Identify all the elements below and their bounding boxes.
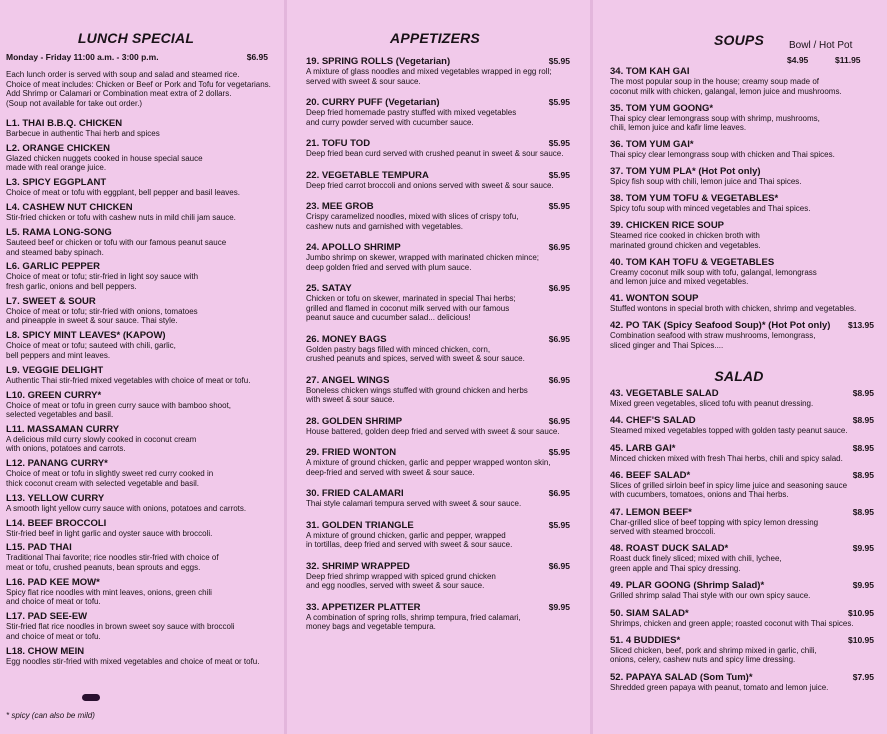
menu-item-price: $9.95: [548, 601, 570, 612]
menu-item: [6, 330, 268, 360]
menu-item: [6, 202, 268, 223]
menu-item: [6, 646, 268, 667]
menu-item-description: bell peppers and mint leaves.: [6, 350, 111, 360]
menu-item-description: Crispy caramelized noodles, mixed with slices of crispy tofu,: [306, 212, 519, 221]
menu-item-name: 49. PLAR GOONG (Shrimp Salad)*: [610, 580, 765, 592]
menu-item: [610, 543, 874, 573]
menu-item-description: A mixture of ground chicken, garlic and pepper, wrapped: [306, 530, 506, 540]
menu-item-header: [6, 458, 268, 469]
menu-item-price: $7.95: [852, 671, 874, 682]
menu-item-price: $6.95: [548, 488, 570, 498]
menu-item-description: served with steamed broccoli.: [610, 527, 716, 537]
menu-item-header: [610, 193, 874, 204]
menu-item-price: $5.95: [548, 138, 570, 148]
menu-item-header: [306, 416, 570, 427]
menu-item: [6, 296, 268, 326]
menu-item-header: [6, 365, 268, 376]
menu-item: [610, 66, 874, 96]
menu-item-name: 41. WONTON SOUP: [610, 293, 699, 304]
menu-item-name: 47. LEMON BEEF*: [610, 506, 692, 518]
menu-item-description: made with real orange juice.: [6, 163, 107, 173]
menu-item-description: crushed peanuts and spices, served with sweet & sour sauce.: [306, 354, 525, 363]
lunch-hours-row: [6, 52, 268, 62]
menu-item: [610, 193, 874, 214]
menu-item-name: 51. 4 BUDDIES*: [610, 634, 681, 646]
menu-item-header: [306, 56, 570, 67]
menu-item: [306, 520, 570, 550]
menu-item-name: 35. TOM YUM GOONG*: [610, 102, 714, 114]
menu-item-description: Egg noodles stir-fried with mixed vegetables and choice of meat or tofu.: [6, 656, 260, 666]
menu-item-header: [610, 293, 874, 304]
menu-item-description: and pineapple in sweet & sour sauce. Thai style.: [6, 316, 178, 326]
menu-item-header: [610, 320, 874, 331]
menu-item-description: Glazed chicken nuggets cooked in house special sauce: [6, 153, 203, 163]
menu-item: [306, 138, 570, 159]
menu-item-name: 24. APOLLO SHRIMP: [306, 242, 401, 253]
menu-item-name: 34. TOM KAH GAI: [610, 66, 690, 77]
menu-item: [610, 388, 874, 409]
menu-item-header: [610, 635, 874, 646]
menu-item-description: Jumbo shrimp on skewer, wrapped with marinated chicken mince;: [306, 253, 539, 262]
menu-item-description: Choice of meat or tofu; stir-fried in light soy sauce with: [6, 272, 199, 282]
menu-item-description: Choice of meat or tofu with eggplant, bell pepper and basil leaves.: [6, 188, 240, 198]
menu-item: [6, 390, 268, 420]
menu-item-name: L2. ORANGE CHICKEN: [6, 142, 110, 154]
menu-item-header: [306, 602, 570, 613]
menu-item: [306, 561, 570, 591]
lunch-price: $6.95: [246, 52, 268, 62]
menu-item-description: Golden pastry bags filled with minced chicken, corn,: [306, 344, 491, 354]
menu-item-header: [6, 424, 268, 435]
menu-item-header: [610, 257, 874, 268]
menu-item-description: Stir-fried beef in light garlic and oyster sauce with broccoli.: [6, 528, 213, 538]
menu-item-price: $6.95: [548, 242, 570, 252]
menu-item-description: deep golden fried and served with plum sauce.: [306, 262, 472, 272]
menu-item-description: Spicy flat rice noodles with mint leaves, onions, green chili: [6, 587, 212, 597]
menu-item-header: [306, 283, 570, 294]
menu-item-header: [610, 66, 874, 77]
menu-item-header: [306, 201, 570, 212]
bowl-hotpot-label: Bowl / Hot Pot: [789, 40, 853, 51]
menu-item: [306, 170, 570, 191]
menu-item-description: Choice of meat or tofu; stir-fried with onions, tomatoes: [6, 306, 198, 316]
menu-item-name: 46. BEEF SALAD*: [610, 469, 691, 481]
menu-item-description: A delicious mild curry slowly cooked in coconut cream: [6, 434, 197, 444]
menu-item-price: $10.95: [848, 634, 874, 645]
menu-item-header: [610, 470, 874, 481]
menu-item-header: [610, 388, 874, 399]
menu-item-description: deep-fried and served with sweet & sour sauce.: [306, 467, 475, 477]
menu-item-name: L3. SPICY EGGPLANT: [6, 177, 107, 189]
menu-item-description: Deep fried carrot broccoli and onions served with sweet & sour sauce.: [306, 180, 554, 190]
menu-item-name: 38. TOM YUM TOFU & VEGETABLES*: [610, 193, 779, 204]
appetizers-title: APPETIZERS: [390, 30, 480, 46]
lunch-special-panel: [4, 0, 271, 734]
menu-item-description: A combination of spring rolls, shrimp tempura, fried calamari,: [306, 612, 521, 622]
menu-item-description: Shrimps, chicken and green apple; roasted coconut with Thai spices.: [610, 618, 854, 628]
menu-item: [6, 518, 268, 539]
menu-item-description: Choice of meat or tofu; sauteed with chili, garlic,: [6, 341, 176, 351]
menu-item-description: Deep fried shrimp wrapped with spiced grund chicken: [306, 571, 496, 581]
menu-item: [610, 672, 874, 693]
menu-item-description: selected vegetables and basil.: [6, 410, 114, 420]
salad-title: SALAD: [714, 368, 764, 384]
menu-item-header: [610, 608, 874, 619]
menu-item-name: 52. PAPAYA SALAD (Som Tum)*: [610, 671, 753, 683]
lunch-intro-line: Add Shrimp or Calamari or Combination meat extra of 2 dollars.: [6, 89, 232, 98]
menu-item-price: $13.95: [848, 320, 874, 330]
menu-item: [306, 242, 570, 272]
menu-item-header: [306, 375, 570, 386]
menu-item-name: 19. SPRING ROLLS (Vegetarian): [306, 56, 451, 67]
menu-item-header: [306, 447, 570, 458]
menu-item: [610, 293, 874, 314]
menu-item-price: $5.95: [548, 56, 570, 66]
menu-item-description: Roast duck finely sliced; mixed with chili, lychee,: [610, 554, 782, 564]
menu-item-description: Boneless chicken wings stuffed with ground chicken and herbs: [306, 385, 528, 395]
chili-pepper-icon: [82, 694, 100, 701]
menu-item-header: [610, 166, 874, 177]
menu-item-description: marinated ground chicken and vegetables.: [610, 240, 761, 250]
menu-item-description: meat or tofu, crushed peanuts, bean sprouts and eggs.: [6, 562, 201, 572]
menu-item-header: [306, 170, 570, 181]
menu-item-description: Choice of meat or tofu in green curry sauce with bamboo shoot,: [6, 400, 232, 410]
menu-item-description: and choice of meat or tofu.: [6, 597, 101, 607]
menu-item-header: [6, 577, 268, 588]
bowl-price: $4.95: [787, 55, 809, 65]
menu-item-name: 28. GOLDEN SHRIMP: [306, 415, 403, 427]
menu-item-price: $8.95: [852, 506, 874, 517]
menu-item: [306, 201, 570, 231]
menu-item-description: thick coconut cream with selected vegetable and basil.: [6, 478, 199, 488]
menu-item-description: A smooth light yellow curry sauce with onions, potatoes and carrots.: [6, 503, 247, 513]
menu-item-description: coconut milk with chicken, galangal, lemon juice and mushrooms.: [610, 86, 842, 96]
menu-item-name: 44. CHEF'S SALAD: [610, 415, 696, 427]
menu-item-description: Minced chicken mixed with fresh Thai herbs, chili and spicy salad.: [610, 453, 843, 463]
menu-item-description: Chicken or tofu on skewer, marinated in special Thai herbs;: [306, 294, 516, 303]
menu-item: [610, 139, 874, 160]
menu-item-header: [6, 646, 268, 657]
menu-item-price: $6.95: [548, 333, 570, 344]
menu-item-name: 33. APPETIZER PLATTER: [306, 601, 421, 613]
menu-item-description: Shredded green papaya with peanut, tomato and lemon juice.: [610, 682, 829, 692]
menu-item-name: L16. PAD KEE MOW*: [6, 576, 100, 588]
menu-item-description: chili, lemon juice and kafir lime leaves.: [610, 123, 747, 132]
menu-item-description: Grilled shrimp salad Thai style with our own spicy sauce.: [610, 591, 811, 601]
menu-item-description: A mixture of ground chicken, garlic and pepper wrapped wonton skin,: [306, 458, 551, 467]
menu-item-name: L18. CHOW MEIN: [6, 645, 85, 657]
soups-title: SOUPS: [713, 32, 764, 48]
menu-item-header: [6, 611, 268, 622]
menu-item-description: House battered, golden deep fried and served with sweet & sour sauce.: [306, 426, 560, 436]
menu-item: [6, 577, 268, 607]
menu-item-name: 39. CHICKEN RICE SOUP: [610, 220, 725, 231]
menu-item: [610, 635, 874, 665]
menu-item-header: [6, 390, 268, 401]
menu-item-name: 23. MEE GROB: [306, 201, 374, 212]
menu-item-description: Spicy fish soup with chili, lemon juice and Thai spices.: [610, 177, 802, 186]
menu-item: [610, 580, 874, 601]
menu-item-description: Slices of grilled sirloin beef in spicy lime juice and seasoning sauce: [610, 480, 848, 490]
menu-item: [6, 261, 268, 291]
menu-item-price: $6.95: [548, 283, 570, 293]
menu-item: [6, 458, 268, 488]
menu-item-header: [306, 488, 570, 499]
menu-item-header: [306, 138, 570, 149]
menu-item-price: $8.95: [852, 469, 874, 480]
menu-item-name: 45. LARB GAI*: [610, 442, 676, 454]
menu-item-description: Sliced chicken, beef, pork and shrimp mixed in garlic, chili,: [610, 645, 817, 655]
menu-item-price: $5.95: [548, 519, 570, 530]
menu-item-header: [6, 330, 268, 341]
menu-item-header: [610, 543, 874, 554]
panel-fold-right: [590, 0, 593, 734]
menu-item-header: [6, 177, 268, 188]
menu-item-name: L4. CASHEW NUT CHICKEN: [6, 202, 133, 214]
menu-item-header: [610, 580, 874, 591]
menu-item-description: Mixed green vegetables, sliced tofu with peanut dressing.: [610, 399, 814, 408]
menu-item-name: L6. GARLIC PEPPER: [6, 261, 100, 273]
menu-item-description: with onions, potatoes and carrots.: [6, 444, 126, 454]
menu-item-description: Spicy tofu soup with minced vegetables and Thai spices.: [610, 204, 811, 213]
panel-fold-left: [284, 0, 287, 734]
lunch-intro: [6, 70, 271, 108]
hotpot-price: $11.95: [835, 55, 861, 65]
menu-item-name: 36. TOM YUM GAI*: [610, 139, 694, 150]
menu-item-description: A mixture of glass noodles and mixed vegetables wrapped in egg roll;: [306, 67, 552, 76]
lunch-intro-line: Each lunch order is served with soup and salad and steamed rice.: [6, 70, 240, 79]
menu-item: [6, 365, 268, 386]
menu-item-description: with cucumbers, tomatoes, onions and Thai herbs.: [610, 490, 789, 500]
menu-item-price: $6.95: [548, 415, 570, 426]
menu-item-header: [6, 118, 268, 129]
menu-item-name: L15. PAD THAI: [6, 542, 72, 554]
menu-item: [306, 488, 570, 509]
menu-item-description: Stuffed wontons in special broth with chicken, shrimp and vegetables.: [610, 304, 857, 313]
menu-item-header: [6, 518, 268, 529]
menu-item-description: Thai style calamari tempura served with sweet & sour sauce.: [306, 499, 522, 508]
menu-item: [6, 493, 268, 514]
menu-item: [6, 118, 268, 139]
lunch-special-title: LUNCH SPECIAL: [77, 30, 195, 46]
menu-item-description: Traditional Thai favorite; rice noodles stir-fried with choice of: [6, 553, 219, 563]
lunch-intro-line: (Soup not available for take out order.): [6, 98, 143, 108]
menu-item-price: $9.95: [852, 580, 874, 591]
menu-item-price: $5.95: [548, 447, 570, 457]
menu-item-name: L13. YELLOW CURRY: [6, 492, 105, 504]
menu-item: [610, 507, 874, 537]
menu-item: [610, 103, 874, 133]
menu-item-description: green apple and Thai spicy dressing.: [610, 563, 741, 573]
menu-item-description: with sweet & sour sauce.: [306, 395, 395, 404]
menu-item-header: [610, 507, 874, 518]
menu-item: [306, 602, 570, 632]
lunch-intro-line: Choice of meat includes: Chicken or Beef or Pork and Tofu for vegetarians.: [6, 79, 271, 89]
menu-item-description: grilled and flamed in coconut milk served with our famous: [306, 303, 510, 313]
menu-item-name: 22. VEGETABLE TEMPURA: [306, 169, 429, 181]
menu-item-description: onions, celery, cashew nuts and spicy lime dressing.: [610, 655, 796, 665]
menu-item: [306, 56, 570, 86]
menu-item-description: Barbecue in authentic Thai herb and spices: [6, 129, 160, 138]
menu-item-description: in tortillas, deep fried and served with sweet & sour sauce.: [306, 540, 513, 549]
appetizers-panel: [300, 0, 570, 734]
menu-item: [610, 443, 874, 464]
menu-item-name: L5. RAMA LONG-SONG: [6, 227, 112, 239]
menu-item-name: 25. SATAY: [306, 283, 352, 294]
menu-item-description: Authentic Thai stir-fried mixed vegetables with choice of meat or tofu.: [6, 375, 251, 385]
menu-item: [6, 143, 268, 173]
menu-item-description: Choice of meat or tofu in slightly sweet red curry cooked in: [6, 469, 214, 479]
menu-item-description: and curry powder served with cucumber sauce.: [306, 117, 474, 127]
menu-item: [610, 166, 874, 187]
menu-item-description: Sauteed beef or chicken or tofu with our famous peanut sauce: [6, 238, 227, 248]
menu-item-description: and egg noodles, served with sweet & sour sauce.: [306, 581, 485, 590]
menu-item-header: [610, 443, 874, 454]
menu-item-name: 48. ROAST DUCK SALAD*: [610, 543, 729, 555]
menu-item-header: [610, 415, 874, 426]
menu-item-description: fresh garlic, onions and bell peppers.: [6, 281, 137, 291]
menu-item: [6, 611, 268, 641]
menu-item-price: $6.95: [548, 374, 570, 385]
menu-item-price: $6.95: [548, 560, 570, 571]
menu-item-price: $8.95: [852, 388, 874, 398]
menu-item: [610, 470, 874, 500]
menu-item: [610, 320, 874, 350]
menu-item-name: 29. FRIED WONTON: [306, 447, 397, 458]
menu-item-header: [6, 143, 268, 154]
menu-item-name: 30. FRIED CALAMARI: [306, 488, 404, 499]
menu-item-description: Combination seafood with straw mushrooms, lemongrass,: [610, 331, 816, 340]
menu-item-header: [306, 520, 570, 531]
lunch-hours: Monday - Friday 11:00 a.m. - 3:00 p.m.: [6, 52, 159, 62]
menu-item-price: $5.95: [548, 169, 570, 180]
menu-item-description: and steamed baby spinach.: [6, 247, 104, 257]
menu-item-header: [6, 296, 268, 307]
menu-item-description: The most popular soup in the house; creamy soup made of: [610, 77, 820, 86]
menu-item-header: [6, 261, 268, 272]
menu-item-price: $8.95: [852, 442, 874, 453]
menu-item-description: Steamed rice cooked in chicken broth with: [610, 231, 760, 240]
menu-item: [6, 177, 268, 198]
menu-item-description: Deep fried bean curd served with crushed peanut in sweet & sour sauce.: [306, 149, 564, 158]
menu-item-name: L7. SWEET & SOUR: [6, 295, 96, 307]
menu-item-header: [610, 103, 874, 114]
menu-item-name: 37. TOM YUM PLA* (Hot Pot only): [610, 166, 761, 177]
menu-item-description: peanut sauce and cucumber salad... delicious!: [306, 313, 471, 322]
menu-item-name: 43. VEGETABLE SALAD: [610, 388, 719, 399]
soup-items: [610, 66, 874, 357]
menu-item-description: and choice of meat or tofu.: [6, 631, 101, 641]
menu-item-name: L1. THAI B.B.Q. CHICKEN: [6, 118, 123, 129]
menu-item-description: sliced ginger and Thai Spices....: [610, 340, 724, 350]
menu-item-header: [306, 561, 570, 572]
menu-item-name: L8. SPICY MINT LEAVES* (KAPOW): [6, 330, 166, 342]
soups-salad-panel: [604, 0, 874, 734]
menu-item-header: [610, 672, 874, 683]
menu-item-header: [306, 242, 570, 253]
lunch-items: [6, 118, 268, 671]
menu-item-description: served with sweet & sour sauce.: [306, 76, 421, 86]
menu-item: [610, 415, 874, 436]
menu-item-header: [306, 97, 570, 108]
menu-item-name: 40. TOM KAH TOFU & VEGETABLES: [610, 256, 775, 268]
menu-item: [306, 416, 570, 437]
menu-item: [306, 447, 570, 477]
menu-item-description: Thai spicy clear lemongrass soup with shrimp, mushrooms,: [610, 113, 820, 123]
menu-item-description: and lemon juice and mixed vegetables.: [610, 277, 749, 286]
menu-item: [306, 375, 570, 405]
menu-item-header: [6, 202, 268, 213]
menu-item-name: L14. BEEF BROCCOLI: [6, 517, 107, 529]
menu-item-description: Stir-fried chicken or tofu with cashew nuts in mild chili jam sauce.: [6, 213, 236, 223]
salad-items: [610, 388, 874, 699]
menu-item-description: Char-grilled slice of beef topping with spicy lemon dressing: [610, 517, 819, 527]
menu-item-price: $5.95: [548, 201, 570, 211]
menu-item-header: [610, 139, 874, 150]
menu-item-name: 27. ANGEL WINGS: [306, 374, 390, 386]
menu-item-name: 42. PO TAK (Spicy Seafood Soup)* (Hot Pot only): [610, 320, 831, 331]
menu-item: [306, 334, 570, 364]
menu-item-header: [6, 493, 268, 504]
menu-item-description: Stir-fried flat rice noodles in brown sweet soy sauce with broccoli: [6, 622, 235, 632]
menu-item-price: $5.95: [548, 97, 570, 107]
menu-item-description: Creamy coconut milk soup with tofu, galangal, lemongrass: [610, 267, 817, 277]
menu-item-header: [610, 220, 874, 231]
menu-item-name: 26. MONEY BAGS: [306, 333, 387, 345]
menu-item-name: 50. SIAM SALAD*: [610, 607, 689, 619]
menu-item-description: cashew nuts and garnished with vegetables.: [306, 221, 463, 231]
menu-item-name: L11. MASSAMAN CURRY: [6, 423, 120, 435]
menu-item-price: $8.95: [852, 415, 874, 426]
menu-item-name: 32. SHRIMP WRAPPED: [306, 560, 410, 572]
appetizer-items: [306, 56, 570, 643]
menu-item: [6, 227, 268, 257]
menu-item-name: 20. CURRY PUFF (Vegetarian): [306, 97, 440, 108]
menu-item-header: [306, 334, 570, 345]
menu-item: [610, 608, 874, 629]
menu-item-description: Deep fried homemade pastry stuffed with mixed vegetables: [306, 108, 517, 117]
menu-item-description: money bags and vegetable tempura.: [306, 622, 436, 631]
spicy-footnote: * spicy (can also be mild): [6, 711, 95, 720]
menu-item-name: 21. TOFU TOD: [306, 138, 371, 149]
menu-item: [610, 220, 874, 250]
menu-item-name: 31. GOLDEN TRIANGLE: [306, 519, 414, 531]
menu-item-name: L9. VEGGIE DELIGHT: [6, 364, 104, 376]
menu-item: [306, 283, 570, 323]
menu-item: [306, 97, 570, 127]
menu-item-price: $9.95: [852, 543, 874, 554]
menu-item: [6, 542, 268, 572]
menu-item: [6, 424, 268, 454]
menu-item-description: Steamed mixed vegetables topped with golden tasty peanut sauce.: [610, 426, 848, 436]
menu-item-header: [6, 227, 268, 238]
menu-item-name: L17. PAD SEE-EW: [6, 611, 88, 623]
menu-item-header: [6, 542, 268, 553]
menu-item-name: L12. PANANG CURRY*: [6, 458, 108, 470]
menu-item-name: L10. GREEN CURRY*: [6, 389, 102, 401]
menu-item-description: Thai spicy clear lemongrass soup with chicken and Thai spices.: [610, 150, 835, 159]
menu-item: [610, 257, 874, 287]
menu-item-price: $10.95: [848, 607, 874, 618]
